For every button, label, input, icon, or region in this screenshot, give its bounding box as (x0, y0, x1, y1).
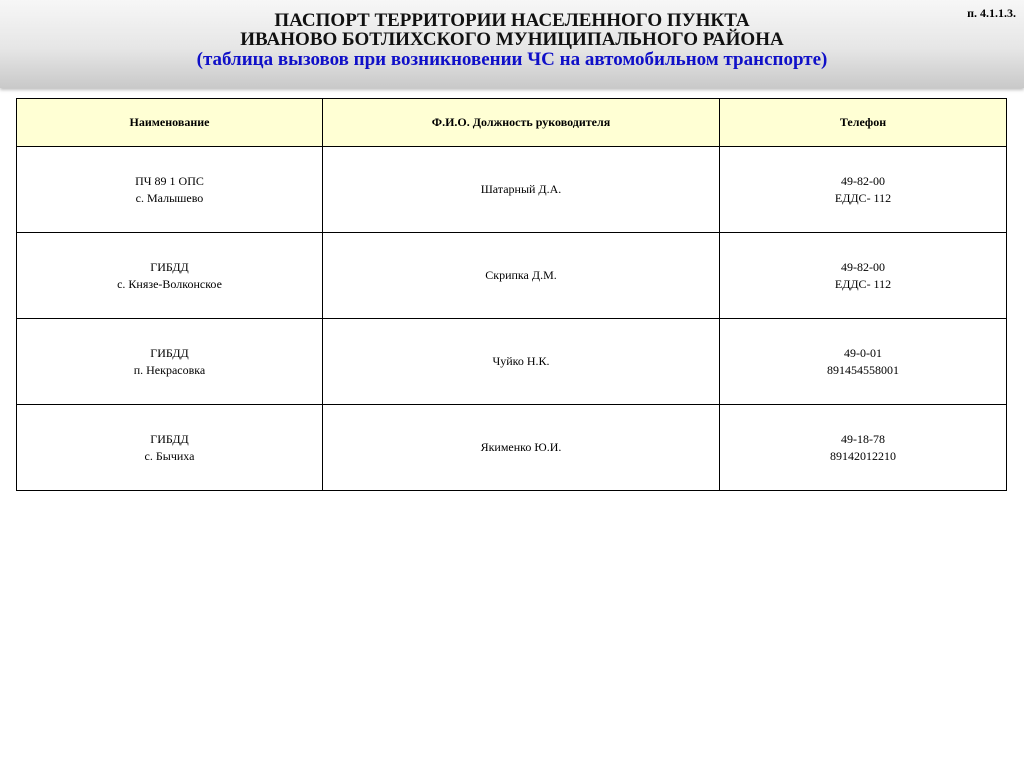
title-line-1: ПАСПОРТ ТЕРРИТОРИИ НАСЕЛЕННОГО ПУНКТА (274, 10, 750, 31)
organization-name: ГИБДД (150, 259, 189, 274)
table-row (17, 147, 1007, 233)
phone-primary: 49-82-00 (841, 173, 885, 188)
table-row (17, 233, 1007, 319)
calls-table (16, 98, 1007, 491)
phone-primary: 49-82-00 (841, 259, 885, 274)
organization-location: с. Князе-Волконское (117, 276, 222, 291)
phone-secondary: ЕДДС- 112 (834, 276, 892, 291)
organization-location: с. Бычиха (144, 448, 195, 463)
cell-head: Чуйко Н.К. (323, 319, 720, 405)
table-row (17, 405, 1007, 491)
cell-organization (17, 147, 323, 233)
cell-head: Скрипка Д.М. (323, 233, 720, 319)
cell-phone (720, 147, 1007, 233)
title-line-2: ИВАНОВО БОТЛИХСКОГО МУНИЦИПАЛЬНОГО РАЙОНА (240, 29, 784, 50)
header-banner (0, 0, 1024, 88)
phone-secondary: 89142012210 (830, 448, 896, 463)
organization-location: п. Некрасовка (133, 362, 206, 377)
table-header-row (17, 99, 1007, 147)
page-reference: п. 4.1.1.3. (967, 6, 1016, 20)
cell-organization (17, 233, 323, 319)
cell-head: Якименко Ю.И. (323, 405, 720, 491)
page-subtitle: (таблица вызовов при возникновении ЧС на автомобильном транспорте) (196, 49, 828, 70)
organization-location: с. Малышево (135, 190, 204, 205)
cell-head: Шатарный Д.А. (323, 147, 720, 233)
column-header-phone: Телефон (720, 99, 1007, 147)
page-title (0, 11, 1024, 71)
organization-name: ПЧ 89 1 ОПС (135, 173, 204, 188)
cell-organization (17, 405, 323, 491)
column-header-name: Наименование (17, 99, 323, 147)
phone-primary: 49-18-78 (841, 431, 885, 446)
organization-name: ГИБДД (150, 345, 189, 360)
phone-secondary: 891454558001 (827, 362, 899, 377)
table-row (17, 319, 1007, 405)
phone-secondary: ЕДДС- 112 (834, 190, 892, 205)
cell-phone (720, 405, 1007, 491)
phone-primary: 49-0-01 (844, 345, 882, 360)
cell-organization (17, 319, 323, 405)
cell-phone (720, 233, 1007, 319)
column-header-head: Ф.И.О. Должность руководителя (323, 99, 720, 147)
cell-phone (720, 319, 1007, 405)
organization-name: ГИБДД (150, 431, 189, 446)
